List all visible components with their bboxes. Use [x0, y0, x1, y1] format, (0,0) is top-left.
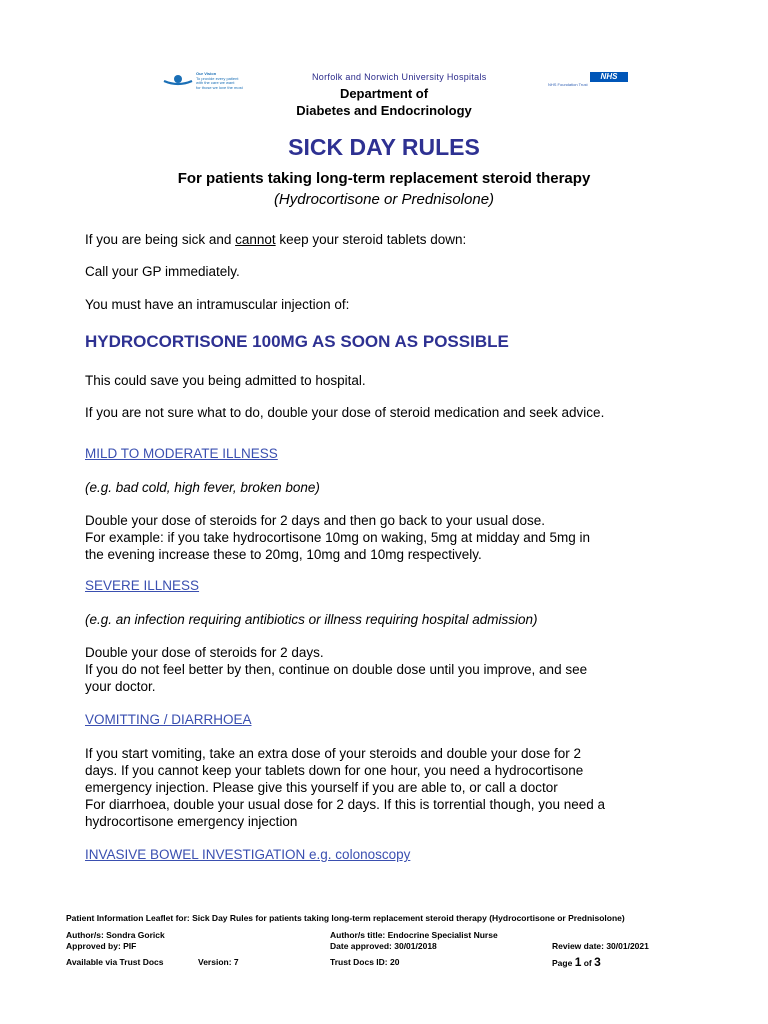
intro-line-1: If you are being sick and cannot keep your steroid tablets down: [85, 232, 467, 247]
trust-sub: NHS Foundation Trust [548, 82, 588, 87]
nhs-logo: NHS [590, 72, 628, 82]
section-text-severe: Double your dose of steroids for 2 days. If you do not feel better by then, continue on double dose until you improve, and see your doctor. [85, 645, 588, 694]
footer-approved-by: Approved by: PIF [66, 941, 137, 951]
intro-line-3: You must have an intramuscular injection of: [85, 297, 350, 312]
footer-available: Available via Trust Docs [66, 957, 164, 967]
cannot-emphasis: cannot [235, 232, 276, 247]
footer-version: Version: 7 [198, 957, 239, 967]
trust-name: Norfolk and Norwich University Hospitals [312, 72, 487, 82]
section-heading-bowel: INVASIVE BOWEL INVESTIGATION e.g. colonoscopy [85, 847, 411, 862]
section-text-mild: Double your dose of steroids for 2 days and then go back to your usual dose. For example: if you take hydrocortisone 10mg on waking, 5mg at midday and 5mg in the evening increase these to 20mg, 10mg and 10mg respectively. [85, 513, 591, 562]
department-line-1: Department of [339, 86, 429, 101]
footer-review-date: Review date: 30/01/2021 [552, 941, 649, 951]
footer-leaflet-title: Patient Information Leaflet for: Sick Day Rules for patients taking long-term replacement steroid therapy (Hydrocortisone or Prednisolone) [66, 913, 625, 923]
subtitle-medication: (Hydrocortisone or Prednisolone) [273, 191, 495, 208]
footer-authors: Author/s: Sondra Gorick [66, 930, 165, 940]
section-text-vomiting: If you start vomiting, take an extra dose of your steroids and double your dose for 2 days. If you cannot keep your tablets down for one hour, you need a hydrocortisone emergency injection. Please give this yourself if you are able to, or call a doctor For diarrhoea, double your usual dose for 2 days. If this is torrential though, you need a hydrocortisone emergency injection [85, 746, 606, 829]
footer-author-title: Author/s title: Endocrine Specialist Nurse [330, 930, 498, 940]
section-heading-mild: MILD TO MODERATE ILLNESS [85, 446, 278, 461]
after-heading-line-2: If you are not sure what to do, double your dose of steroid medication and seek advice. [85, 405, 605, 420]
section-example-mild: (e.g. bad cold, high fever, broken bone) [85, 480, 320, 495]
page-title: SICK DAY RULES [288, 134, 480, 160]
footer-date-approved: Date approved: 30/01/2018 [330, 941, 437, 951]
footer-trust-docs-id: Trust Docs ID: 20 [330, 957, 400, 967]
department-line-2: Diabetes and Endocrinology [296, 103, 472, 118]
section-heading-severe: SEVERE ILLNESS [85, 578, 200, 593]
intro-line-2: Call your GP immediately. [85, 264, 240, 279]
after-heading-line-1: This could save you being admitted to hospital. [85, 373, 366, 388]
our-vision-text: Our Vision To provide every patient with the care we want for those we love the most [196, 71, 243, 90]
section-example-severe: (e.g. an infection requiring antibiotics or illness requiring hospital admission) [85, 612, 538, 627]
subtitle: For patients taking long-term replacement steroid therapy [177, 170, 591, 187]
footer-page-number: Page 1 of 3 [552, 955, 601, 969]
hydrocortisone-heading: HYDROCORTISONE 100MG AS SOON AS POSSIBLE [85, 332, 509, 351]
section-heading-vomiting: VOMITTING / DIARRHOEA [85, 712, 252, 727]
